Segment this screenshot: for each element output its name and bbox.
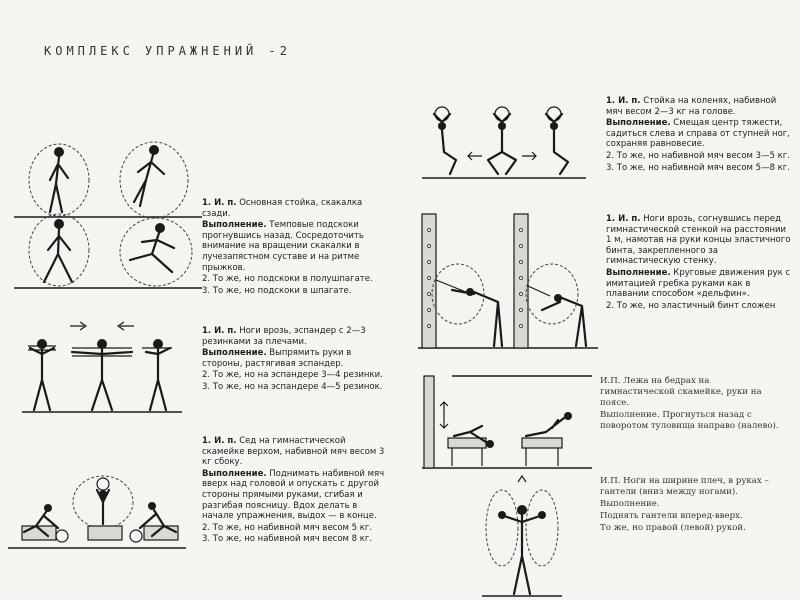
- expander-figure: [22, 318, 182, 414]
- exercise-2-start-text: Ноги врозь, эспандер с 2—3 резинками за плечами.: [202, 326, 366, 347]
- exercise-3-start-text: Сед на гимнастической скамейке верхом, набивной мяч весом 3 кг сбоку.: [202, 436, 385, 468]
- exercise-4-start-text: Стойка на коленях, набивной мяч весом 2—3 кг на голове.: [606, 96, 777, 117]
- kneeling-ball-figure: [422, 100, 586, 180]
- medicine-ball-bench-figure: [8, 470, 186, 552]
- exercise-7-execution-label: Выполнение.: [600, 499, 660, 509]
- exercise-7-start: И.П. Ноги на ширине плеч, в руках – гантели (вниз между ногами).: [600, 476, 769, 497]
- exercise-2-start-label: 1. И. п.: [202, 326, 237, 336]
- exercise-3-execution-label: Выполнение.: [202, 468, 267, 479]
- bench-back-bend-figure: [422, 372, 592, 472]
- exercise-1-execution-text: Темповые подскоки прогнувшись назад. Сосредоточить внимание на вращении скакалки в лучезапястном суставе и на ритме прыжков.: [202, 220, 364, 273]
- exercise-6-start: И.П. Лежа на бедрах на гимнастической скамейке, руки на поясе.: [600, 376, 762, 408]
- exercise-4-variant-3: 3. То же, но набивной мяч весом 5—8 кг.: [606, 162, 790, 173]
- exercise-4-text: [606, 96, 792, 174]
- exercise-2-variant-2: 2. То же, но на эспандере 3—4 резинки.: [202, 370, 383, 381]
- exercise-5-execution-label: Выполнение.: [606, 267, 671, 278]
- exercise-7-text: [600, 476, 786, 535]
- exercise-2-text: [202, 326, 388, 394]
- exercise-2-variant-3: 3. То же, но на эспандере 4—5 резинок.: [202, 381, 383, 392]
- exercise-3-execution-text: Поднимать набивной мяч вверх над головой и опускать с другой стороны прямыми руками, сгибая и разгибая поясницу. Вдох делать в начале упражнения, выдох — в конце.: [202, 468, 385, 522]
- exercise-5-text: [606, 214, 792, 312]
- exercise-4-variant-2: 2. То же, но набивной мяч весом 3—5 кг.: [606, 150, 790, 161]
- exercise-4-execution-label: Выполнение.: [606, 118, 671, 129]
- exercise-4-start-label: 1. И. п.: [606, 96, 641, 106]
- exercise-4-execution-text: Смещая центр тяжести, садиться слева и справа от ступней ног, сохраняя равновесие.: [606, 118, 790, 150]
- exercise-3-text: [202, 436, 388, 546]
- exercise-1-text: [202, 198, 388, 297]
- jump-rope-figure: [14, 132, 202, 292]
- exercise-2-execution-text: Выпрямить руки в стороны, растягивая эспандер.: [202, 348, 352, 369]
- exercise-5-start-text: Ноги врозь, согнувшись перед гимнастической стенкой на расстоянии 1 м, намотав на руки концы эластичного бинта, закрепленного за гимнастическую стенку.: [606, 214, 791, 267]
- exercise-7-variant: То же, но правой (левой) рукой.: [600, 523, 746, 533]
- exercise-6-execution: Выполнение. Прогнуться назад с поворотом туловища направо (налево).: [600, 410, 779, 431]
- exercise-5-variant-2: 2. То же, но эластичный бинт сложен: [606, 300, 776, 311]
- exercise-3-variant-2: 2. То же, но набивной мяч весом 5 кг.: [202, 522, 373, 533]
- exercise-3-variant-3: 3. То же, но набивной мяч весом 8 кг.: [202, 534, 373, 545]
- exercise-1-execution-label: Выполнение.: [202, 220, 267, 231]
- wall-bars-elastic-figure: [418, 210, 598, 350]
- exercise-2-execution-label: Выполнение.: [202, 348, 267, 359]
- page-title: КОМПЛЕКС УПРАЖНЕНИЙ -2: [44, 44, 291, 58]
- exercise-1-start-text: Основная стойка, скакалка сзади.: [202, 198, 363, 219]
- exercise-1-variant-3: 3. То же, но подскоки в шпагате.: [202, 285, 352, 296]
- exercise-1-variant-2: 2. То же, но подскоки в полушпагате.: [202, 274, 373, 285]
- exercise-3-start-label: 1. И. п.: [202, 436, 237, 446]
- exercise-1-start-label: 1. И. п.: [202, 198, 237, 208]
- exercise-7-execution: Поднять гантели вперед-вверх.: [600, 511, 743, 521]
- exercise-5-execution-text: Круговые движения рук с имитацией гребка руками как в плавании способом «дельфин».: [606, 267, 791, 300]
- dumbbell-raise-figure: [482, 470, 562, 598]
- exercise-5-start-label: 1. И. п.: [606, 214, 641, 224]
- exercise-6-text: [600, 376, 786, 433]
